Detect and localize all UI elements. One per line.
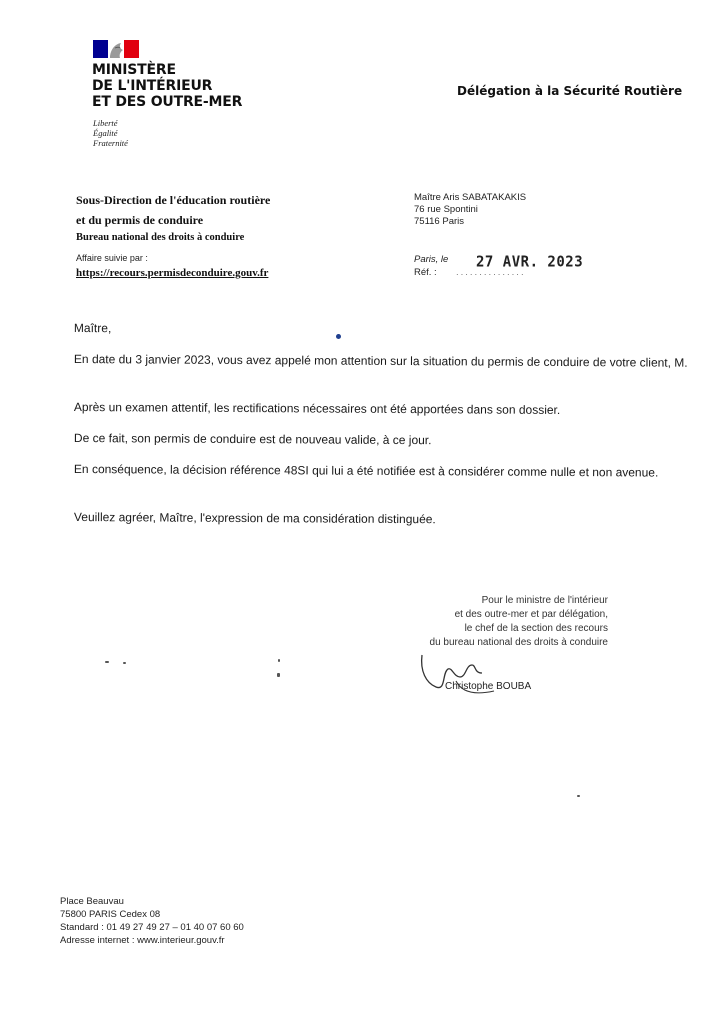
paragraph: De ce fait, son permis de conduire est de nouveau valide, à ce jour. [73, 431, 432, 448]
recipient-name: Maître Aris SABATAKAKIS [414, 192, 527, 203]
followed-by-label: Affaire suivie par : [76, 253, 148, 263]
sender-block [76, 190, 270, 246]
office-name: Bureau national des droits à conduire [76, 232, 245, 243]
footer-line: Place Beauvau [60, 896, 124, 907]
motto-line: Liberté [93, 118, 118, 128]
scan-speck [105, 661, 109, 663]
recipient-street: 76 rue Spontini [414, 204, 478, 215]
ministry-name [92, 62, 242, 110]
subdirection-line: Sous-Direction de l'éducation routière [76, 193, 271, 207]
scan-speck [123, 662, 126, 664]
ministry-line: ET DES OUTRE-MER [92, 94, 243, 110]
signature-line: Pour le ministre de l'intérieur [481, 595, 608, 606]
signature-line: le chef de la section des recours [464, 623, 608, 634]
date-stamp: 27 AVR. 2023 [476, 253, 584, 271]
ministry-line: MINISTÈRE [92, 62, 176, 78]
ink-dot [336, 334, 341, 339]
paragraph: En date du 3 janvier 2023, vous avez appelé mon attention sur la situation du permis de conduire de votre client, M. [73, 352, 688, 370]
paragraph: Après un examen attentif, les rectifications nécessaires ont été apportées dans son dossier. [73, 400, 561, 417]
scan-speck [278, 659, 280, 662]
motto-line: Fraternité [93, 138, 128, 148]
scan-speck [577, 795, 580, 797]
republic-motto [93, 118, 128, 148]
recipient-city: 75116 Paris [414, 216, 464, 227]
footer-line: Standard : 01 49 27 49 27 – 01 40 07 60 60 [60, 922, 244, 933]
signature-block [380, 594, 608, 650]
marianne-logo [93, 40, 139, 58]
reference-value: ............... [456, 267, 526, 278]
signatory-name: Christophe BOUBA [445, 681, 532, 692]
paragraph: En conséquence, la décision référence 48SI qui lui a été notifiée est à considérer comme nulle et non avenue. [73, 462, 659, 480]
salutation: Maître, [73, 321, 112, 336]
ministry-line: DE L'INTÉRIEUR [92, 78, 213, 94]
delegation-title: Délégation à la Sécurité Routière [457, 84, 683, 98]
reference-label: Réf. : [414, 267, 437, 278]
signature-line: du bureau national des droits à conduire [429, 637, 608, 648]
footer-line: Adresse internet : www.interieur.gouv.fr [60, 935, 225, 946]
subdirection-line: et du permis de conduire [76, 213, 204, 227]
closing-paragraph: Veuillez agréer, Maître, l'expression de ma considération distinguée. [73, 510, 436, 527]
motto-line: Égalité [93, 128, 118, 138]
footer-line: 75800 PARIS Cedex 08 [60, 909, 161, 920]
recours-link[interactable]: https://recours.permisdeconduire.gouv.fr [76, 267, 269, 279]
place-date-label: Paris, le [414, 254, 449, 265]
footer-address [60, 895, 244, 947]
scan-speck [277, 673, 280, 677]
signature-line: et des outre-mer et par délégation, [454, 609, 608, 620]
recipient-address [414, 192, 526, 228]
